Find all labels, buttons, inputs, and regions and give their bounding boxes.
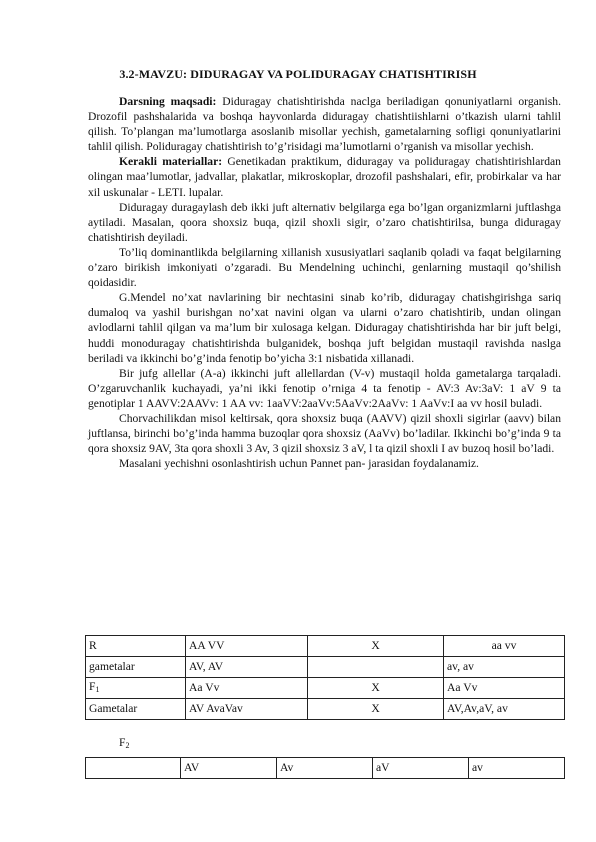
table-cell: X	[308, 699, 444, 720]
cross-table	[85, 635, 565, 720]
table-cell: Aa Vv	[444, 678, 565, 699]
f2-label: $F_2$	[119, 736, 130, 750]
table-cell: Av	[277, 758, 373, 779]
table-cell	[308, 657, 444, 678]
paragraph-text: Genetikadan praktikum, diduragay va poliduragay chatishtirishlardan olingan maa’lumotlar, jadvallar, plakatlar, mikroskoplar, drozofil pashshalari, efir, probirkalar va har xil uskunalar - LETI. lupalar.	[88, 155, 561, 199]
table-row	[86, 699, 565, 720]
paragraph: Masalani yechishni osonlashtirish uchun Pannet pan- jarasidan foydalanamiz.	[119, 457, 479, 471]
table-cell: $F_1$	[86, 678, 186, 699]
paragraph: Chorvachilikdan misol keltirsak, qora shoxsiz buqa (AAVV) qizil shoxli sigirlar (aavv) bilan juftlansa, birinchi bo’g’inda hamma buzoqlar qora shoxsiz (AaVv) bo’ladilar. Ikkinchi bo’g’inda 9 ta qora shoxsiz 9AV, 3ta qora shoxli 3 Av, 3 qizil shoxsiz 3 aV, l ta qizil shoxli I av buzoq hosil bo’ladi.	[88, 411, 561, 456]
table-row	[86, 636, 565, 657]
table-cell: R	[86, 636, 186, 657]
paragraph-text: Diduragay chatishtirishda naclga beriladigan qonuniyatlarni organish. Drozofil pashshalarida va boshqa hayvonlarda diduragay chatishtiishlarni o’tkazish ularni tahlil qilish. To’plangan ma’lumotlarga asoslanib misollar yechish, gametalarning sofligi qonuniyatlarini tahlil qilish. Poliduragay chatishtirish to’g’risidagi ma’lumotlarni o’rganish va misollar yechish.	[88, 95, 561, 154]
table-cell: X	[308, 636, 444, 657]
punnett-header-table	[85, 757, 565, 779]
paragraph: G.Mendel no’xat navlarining bir nechtasini sinab ko’rib, diduragay chatishgirishga sariq dumaloq va yashil burishgan no’xat navini olgan va ularni o’zaro chatishtirib, undan olingan avlodlarni tahlil qilgan va ma’lum bir xulosaga kelgan. Diduragay chatishtirishda har bir juft belgi, huddi monoduragay chatishtirishda bulganidek, boshqa juft belgidan mustaqil ravishda naslga beriladi va ikkinchi bo’g’inda fenotip bo’yicha 3:1 nisbatida xillanadi.	[88, 291, 561, 365]
paragraph: Diduragay duragaylash deb ikki juft alternativ belgilarga ega bo’lgan organizmlarni juftlashga aytiladi. Masalan, qoora shoxsiz buqa, qizil shoxli sigir, o’zaro chatishtirilsa, bunga diduragay chatishtirish deyiladi.	[88, 200, 561, 244]
paragraph: Bir jufg allellar (A-a) ikkinchi juft allellardan (V-v) mustaqil holda gametalarga tarqaladi. O’zgaruvchanlik kuchayadi, ya’ni ikki fenotip o’rniga 4 ta fenotip - AV:3 Av:3aV: 1 aV 9 ta genotiplar 1 AAVV:2AAVv: 1 AA vv: 1aaVV:2aaVv:5AaVv:2AaVv: 1 AaVv:I aa vv hosil buladi.	[88, 366, 561, 410]
table-cell: AV	[181, 758, 277, 779]
table-cell: AV,Av,aV, av	[444, 699, 565, 720]
paragraph-label: Kerakli materiallar:	[119, 155, 223, 169]
table-cell: AV AvaVav	[186, 699, 308, 720]
table-row	[86, 678, 565, 699]
paragraph: To’liq dominantlikda belgilarning xillanish xususiyatlari saqlanib qoladi va faqat belgilarning o’zaro birikish imkoniyati o’zgaradi. Bu Mendelning uchinchi, genlarning mustaqil qo’shilish qoidasidir.	[88, 245, 561, 290]
table-cell: av	[469, 758, 565, 779]
table-cell: Aa Vv	[186, 678, 308, 699]
table-cell: gametalar	[86, 657, 186, 678]
table-cell: AA VV	[186, 636, 308, 657]
table-cell: Gametalar	[86, 699, 186, 720]
page-title: 3.2-MAVZU: DIDURAGAY VA POLIDURAGAY CHATISHTIRISH	[119, 67, 477, 81]
table-row	[86, 758, 565, 779]
paragraph-label: Darsning maqsadi:	[119, 95, 217, 108]
paragraph-goal	[88, 94, 561, 154]
table-cell: av, av	[444, 657, 565, 678]
table-cell: aV	[373, 758, 469, 779]
body-text	[88, 94, 561, 471]
table-cell: AV, AV	[186, 657, 308, 678]
table-row	[86, 657, 565, 678]
table-cell	[86, 758, 181, 779]
table-cell: X	[308, 678, 444, 699]
paragraph-materials	[88, 154, 561, 199]
table-cell: aa vv	[444, 636, 565, 657]
